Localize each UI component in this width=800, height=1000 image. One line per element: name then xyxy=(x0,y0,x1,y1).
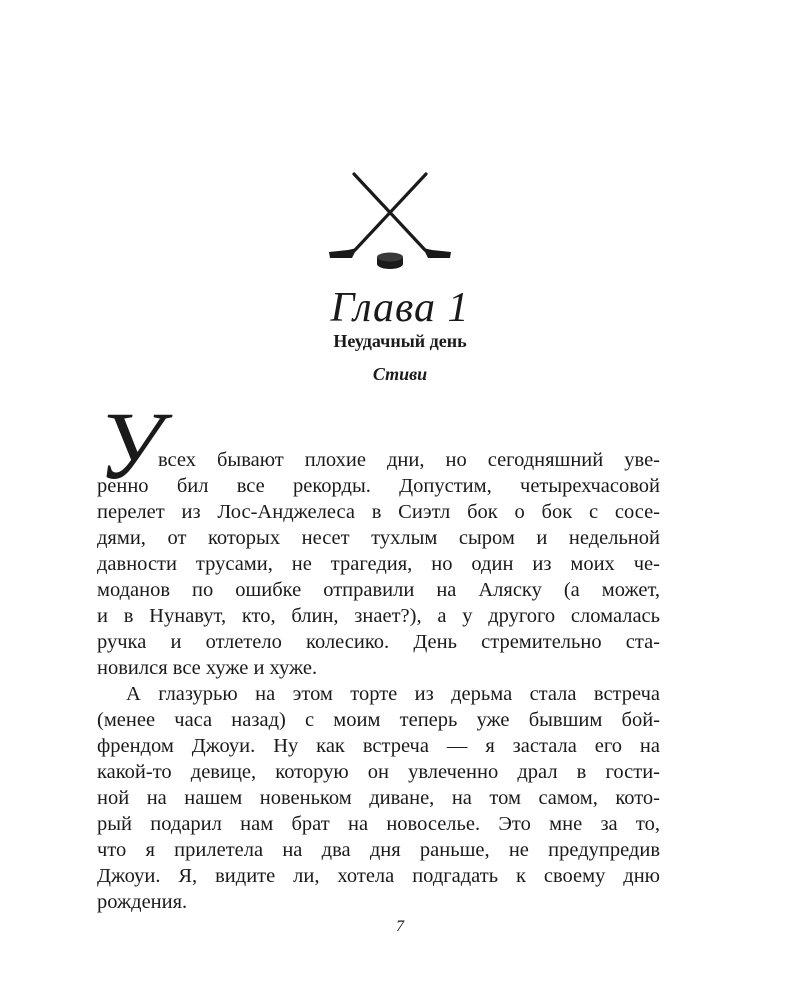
text-line: всех бывают плохие дни, но сегодняшний уве- xyxy=(158,449,660,471)
text-line: моданов по ошибке отправили на Аляску (а может, xyxy=(97,579,660,601)
hockey-stick-right-icon xyxy=(354,174,451,258)
text-line: что я прилетела на два дня раньше, не предупредив xyxy=(97,839,660,861)
text-line: Джоуи. Я, видите ли, хотела подгадать к своему дню xyxy=(97,865,660,887)
text-line: дями, от которых несет тухлым сыром и недельной xyxy=(97,527,660,549)
text-line: и в Нунавут, кто, блин, знает?), а у другого сломалась xyxy=(97,605,660,627)
hockey-stick-left-icon xyxy=(329,174,426,258)
text-line: давности трусами, не трагедия, но один из моих че- xyxy=(97,553,660,575)
page-number: 7 xyxy=(396,918,404,935)
text-line: перелет из Лос-Анджелеса в Сиэтл бок о бок с сосе- xyxy=(97,501,660,523)
text-line: какой-то девице, которую он увлеченно драл в гости- xyxy=(97,761,660,783)
text-line: А глазурью на этом торте из дерьма стала встреча xyxy=(126,683,660,705)
text-line: ручка и отлетело колесико. День стремительно ста- xyxy=(97,631,660,653)
chapter-title: Глава 1 xyxy=(330,285,470,331)
text-line: ренно бил все рекорды. Допустим, четырехчасовой xyxy=(97,475,660,497)
chapter-narrator: Стиви xyxy=(372,364,428,384)
drop-cap: У xyxy=(98,392,163,499)
crossed-hockey-sticks-with-puck-icon xyxy=(328,170,452,274)
text-line: френдом Джоуи. Ну как встреча — я застала его на xyxy=(97,735,660,757)
text-line: (менее часа назад) с моим теперь уже бывшим бой- xyxy=(97,709,660,731)
text-line: ной на нашем новеньком диване, на том самом, кото- xyxy=(97,787,660,809)
text-line: новился все хуже и хуже. xyxy=(97,657,318,679)
chapter-subtitle: Неудачный день xyxy=(333,331,467,351)
text-line: рый подарил нам брат на новоселье. Это мне за то, xyxy=(97,813,660,835)
puck-icon xyxy=(377,253,403,270)
text-line: рождения. xyxy=(97,891,188,913)
